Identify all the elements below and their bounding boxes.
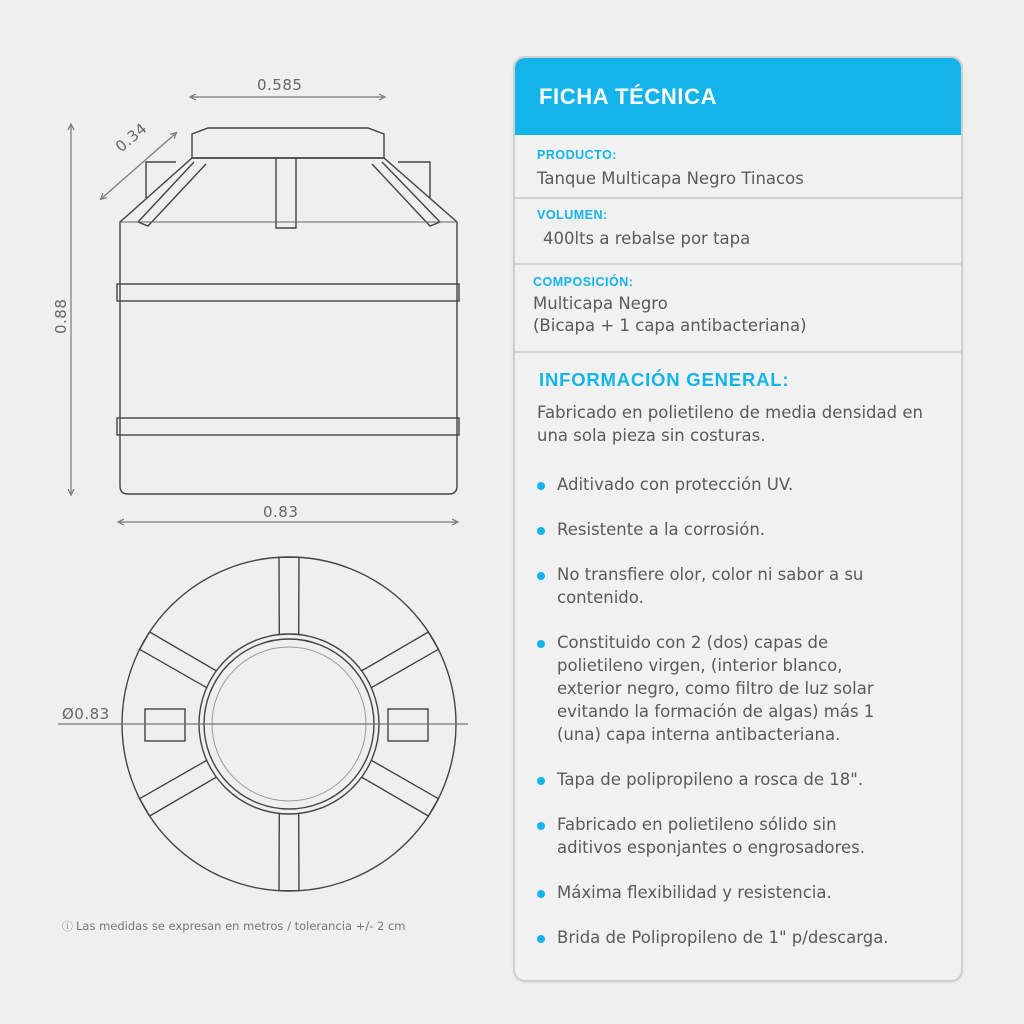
bullet-dot-icon	[537, 777, 545, 785]
bullet-dot-icon	[537, 527, 545, 535]
dim-diameter-label: Ø0.83	[62, 705, 110, 723]
handle-right	[388, 709, 428, 741]
radial-rib	[279, 814, 299, 891]
bullet-dot-icon	[537, 890, 545, 898]
radial-rib	[362, 632, 439, 688]
feature-item: Brida de Polipropileno de 1" p/descarga.	[537, 926, 943, 949]
general-info-section	[515, 353, 961, 949]
bullet-dot-icon	[537, 572, 545, 580]
tank-band-upper	[117, 284, 459, 301]
spec-volume	[515, 199, 961, 265]
shoulder-rib-left	[138, 162, 206, 226]
radial-rib	[140, 632, 217, 688]
feature-item: Tapa de polipropileno a rosca de 18".	[537, 768, 943, 791]
spec-product-value: Tanque Multicapa Negro Tinacos	[537, 169, 804, 188]
general-info-title: INFORMACIÓN GENERAL:	[539, 369, 790, 390]
technical-sheet-card	[513, 56, 963, 982]
measurement-note: ⓘ Las medidas se expresan en metros / tolerancia +/- 2 cm	[62, 919, 406, 933]
feature-item: Fabricado en polietileno sólido sin aditivos esponjantes o engrosadores.	[537, 813, 943, 859]
tank-band-lower	[117, 418, 459, 435]
feature-item: Aditivado con protección UV.	[537, 473, 943, 496]
tank-body	[120, 158, 457, 494]
spec-composition-label: COMPOSICIÓN:	[533, 275, 634, 289]
spec-product-label: PRODUCTO:	[537, 148, 617, 162]
bullet-dot-icon	[537, 935, 545, 943]
bullet-dot-icon	[537, 640, 545, 648]
feature-list	[537, 473, 943, 949]
handle-left	[145, 709, 185, 741]
feature-item: Máxima flexibilidad y resistencia.	[537, 881, 943, 904]
feature-item: Resistente a la corrosión.	[537, 518, 943, 541]
tank-lid	[192, 128, 384, 158]
info-icon: ⓘ	[62, 920, 73, 933]
card-header	[515, 58, 961, 135]
feature-item: No transfiere olor, color ni sabor a su contenido.	[537, 563, 943, 609]
dim-height-label: 0.88	[52, 298, 70, 334]
general-info-intro: Fabricado en polietileno de media densidad en una sola pieza sin costuras.	[537, 403, 923, 445]
feature-item: Constituido con 2 (dos) capas de polietileno virgen, (interior blanco, exterior negro, como filtro de luz solar evitando la formación de algas) más 1 (una) capa interna antibacteriana.	[537, 631, 943, 746]
spec-volume-value: 400lts a rebalse por tapa	[543, 229, 751, 248]
radial-rib	[279, 557, 299, 634]
spec-volume-label: VOLUMEN:	[537, 208, 608, 222]
bullet-dot-icon	[537, 482, 545, 490]
spec-composition-value: Multicapa Negro (Bicapa + 1 capa antibacteriana)	[533, 294, 807, 335]
bullet-dot-icon	[537, 822, 545, 830]
spec-composition	[515, 265, 961, 353]
dim-top-width-label: 0.585	[257, 76, 303, 94]
dim-lid-depth-label: 0.34	[112, 119, 151, 156]
shoulder-rib-center	[276, 158, 296, 228]
card-title: FICHA TÉCNICA	[539, 83, 718, 109]
radial-rib	[362, 760, 439, 816]
tank-side-view	[117, 128, 459, 494]
spec-product	[515, 135, 961, 199]
dim-body-width-label: 0.83	[263, 503, 299, 521]
radial-rib	[140, 760, 217, 816]
